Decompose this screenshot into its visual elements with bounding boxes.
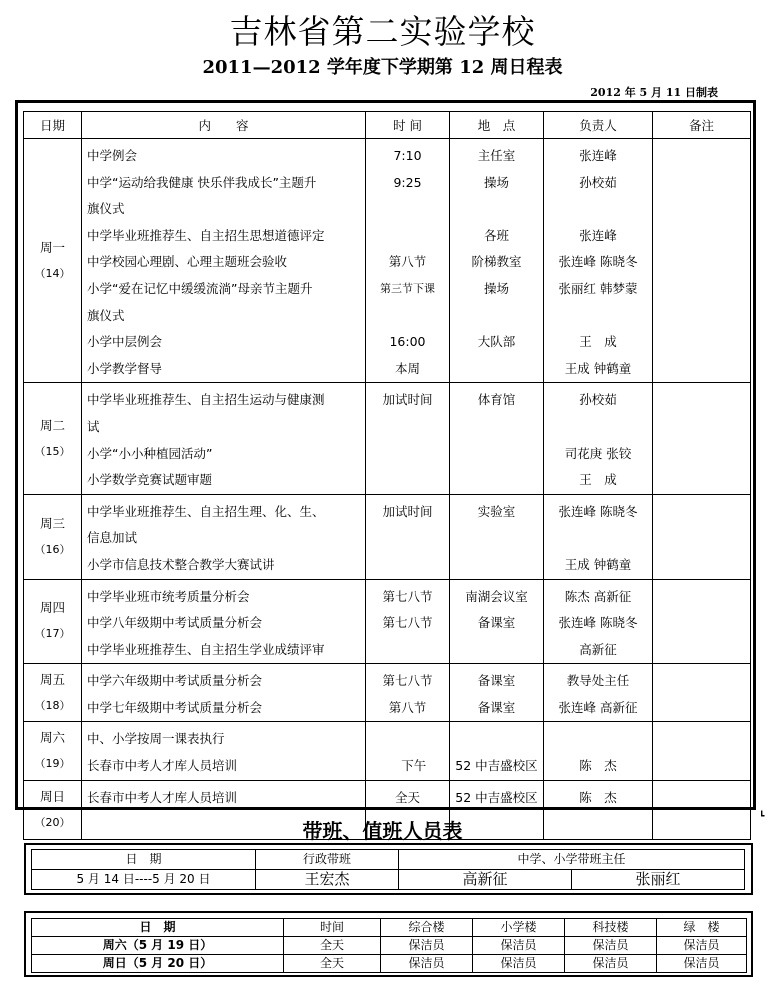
owner-cell [544, 383, 653, 494]
time-cell [366, 722, 450, 780]
note-cell [653, 494, 751, 579]
weekday-label: 周六 [39, 730, 65, 746]
place-line [450, 196, 543, 223]
note-cell [653, 383, 751, 494]
cleaning-cell: 保洁员 [565, 937, 657, 955]
place-cell [450, 664, 544, 722]
content-cell [82, 494, 366, 579]
cleaning-table [31, 918, 747, 973]
duty-head-teachers: 中学、小学带班主任 [399, 850, 745, 870]
content-line: 试 [87, 418, 100, 434]
note-cell [653, 139, 751, 383]
day-row [24, 494, 751, 579]
content-cell [82, 579, 366, 664]
time-line: 9:25 [393, 174, 422, 190]
date-label: （19） [34, 757, 71, 771]
cleaning-frame [24, 911, 753, 977]
place-line [450, 441, 543, 468]
place-line: 主任室 [477, 148, 516, 163]
day-cell [24, 494, 82, 579]
col-header-place: 地 点 [450, 112, 544, 139]
place-line: 备课室 [477, 673, 516, 689]
col-header-time: 时 间 [366, 112, 450, 139]
content-line: 小学中层例会 [87, 334, 163, 350]
cleaning-head-cell: 科技楼 [565, 919, 657, 937]
time-line [366, 726, 449, 753]
place-line [450, 467, 543, 494]
place-cell [450, 722, 544, 780]
weekday-label: 周一 [39, 239, 65, 255]
weekday-label: 周五 [39, 671, 65, 687]
owner-line: 张连峰 [579, 227, 617, 243]
content-line: 长春市中考人才库人员培训 [87, 758, 238, 774]
col-header-note: 备注 [653, 112, 751, 139]
owner-cell [544, 722, 653, 780]
place-line [450, 726, 543, 753]
owner-line: 教导处主任 [566, 673, 630, 689]
cleaning-head-cell: 日 期 [32, 919, 284, 937]
time-line [366, 414, 449, 441]
date-label: （14） [34, 266, 71, 280]
date-label: （17） [34, 627, 71, 641]
time-line [366, 637, 449, 664]
cleaning-cell: 保洁员 [381, 955, 473, 973]
col-header-date: 日期 [24, 112, 82, 139]
content-cell [82, 139, 366, 383]
content-line: 中学校园心理剧、心理主题班会验收 [87, 254, 288, 270]
content-line: 小学市信息技术整合教学大赛试讲 [87, 556, 275, 572]
place-line: 各班 [483, 227, 509, 243]
place-cell [450, 579, 544, 664]
content-line: 小学“爱在记忆中缓缓流淌”母亲节主题升 [87, 280, 313, 296]
time-line [366, 196, 449, 223]
owner-line [544, 525, 652, 552]
time-line: 全天 [394, 789, 420, 805]
cleaning-cell: 周日（5 月 20 日） [32, 955, 284, 973]
place-line [450, 303, 543, 330]
duty-teacher-1: 高新征 [399, 870, 572, 890]
place-line: 备课室 [477, 615, 516, 631]
cleaning-cell: 周六（5 月 19 日） [32, 937, 284, 955]
cleaning-cell: 保洁员 [657, 955, 747, 973]
school-title: 吉林省第二实验学校 [229, 12, 536, 51]
place-line: 52 中吉盛校区 [455, 758, 538, 774]
weekday-label: 周二 [39, 417, 65, 433]
content-line: 中学毕业班推荐生、自主招生学业成绩评审 [87, 641, 325, 657]
cleaning-row [32, 955, 747, 973]
place-line: 操场 [483, 280, 509, 296]
place-line [450, 637, 543, 664]
content-cell [82, 383, 366, 494]
content-cell [82, 664, 366, 722]
time-cell [366, 383, 450, 494]
cleaning-cell: 全天 [284, 955, 381, 973]
day-row [24, 579, 751, 664]
content-line: 中学毕业班市统考质量分析会 [87, 588, 250, 604]
owner-line: 王 成 [579, 334, 617, 350]
place-line: 体育馆 [477, 392, 516, 408]
owner-line: 张连峰 [579, 148, 617, 163]
date-label: （16） [34, 542, 71, 556]
place-line: 52 中吉盛校区 [455, 789, 538, 805]
time-line: 第七八节 [382, 615, 433, 631]
content-line: 旗仪式 [87, 201, 125, 217]
duty-head-date: 日 期 [32, 850, 256, 870]
place-cell [450, 383, 544, 494]
content-line: 中学毕业班推荐生、自主招生理、化、生、 [87, 503, 325, 519]
duty-frame [24, 843, 753, 895]
place-line: 操场 [483, 174, 509, 190]
content-line: 旗仪式 [87, 307, 125, 323]
content-line: 中学“运动给我健康 快乐伴我成长”主题升 [87, 174, 317, 190]
content-line: 中学八年级期中考试质量分析会 [87, 615, 263, 631]
day-row [24, 139, 751, 383]
owner-cell [544, 139, 653, 383]
owner-line: 陈 杰 [579, 789, 617, 805]
time-line [366, 552, 449, 579]
edge-mark: ┗ [759, 812, 765, 822]
cleaning-cell: 保洁员 [565, 955, 657, 973]
time-line [366, 223, 449, 250]
day-row [24, 722, 751, 780]
time-line: 本周 [394, 360, 420, 376]
time-line: 第三节下课 [380, 281, 435, 295]
cleaning-head-cell: 绿 楼 [657, 919, 747, 937]
time-cell [366, 139, 450, 383]
weekday-label: 周四 [39, 600, 65, 616]
duty-row [32, 870, 745, 890]
duty-table [31, 849, 745, 890]
time-line: 第七八节 [382, 588, 433, 604]
content-line: 小学数学竞赛试题审题 [87, 472, 213, 488]
note-cell [653, 579, 751, 664]
content-line: 中、小学按周一课表执行 [87, 731, 225, 747]
owner-line [544, 303, 652, 330]
date-label: （15） [34, 444, 71, 458]
date-label: （20） [34, 815, 71, 829]
duty-head-admin: 行政带班 [256, 850, 399, 870]
time-line [366, 467, 449, 494]
cleaning-row [32, 937, 747, 955]
time-line [366, 441, 449, 468]
place-line [450, 525, 543, 552]
place-line [450, 414, 543, 441]
time-line: 加试时间 [382, 392, 433, 408]
owner-line: 陈杰 高新征 [564, 588, 632, 604]
schedule-subtitle: 2011—2012 学年度下学期第 12 周日程表 [202, 57, 563, 78]
day-cell [24, 722, 82, 780]
content-line: 中学例会 [87, 148, 138, 163]
content-line: 中学七年级期中考试质量分析会 [87, 699, 263, 715]
day-cell [24, 139, 82, 383]
duty-header-row [32, 850, 745, 870]
owner-line: 张连峰 陈晓冬 [558, 254, 638, 270]
day-row [24, 664, 751, 722]
cleaning-header-row [32, 919, 747, 937]
content-line: 小学“小小种植园活动” [87, 445, 213, 461]
time-line: 16:00 [389, 334, 426, 350]
day-cell [24, 579, 82, 664]
content-line: 中学毕业班推荐生、自主招生思想道德评定 [87, 227, 325, 243]
duty-date: 5 月 14 日----5 月 20 日 [32, 870, 256, 890]
owner-line [544, 414, 652, 441]
date-label: （18） [34, 698, 71, 712]
place-line [450, 356, 543, 383]
content-line: 中学毕业班推荐生、自主招生运动与健康测 [87, 392, 325, 408]
time-cell [366, 664, 450, 722]
content-line: 长春市中考人才库人员培训 [87, 789, 238, 805]
duty-teacher-2: 张丽红 [572, 870, 745, 890]
time-line: 第七八节 [382, 673, 433, 689]
day-cell [24, 664, 82, 722]
schedule-header-row [24, 112, 751, 139]
time-line: 加试时间 [382, 503, 433, 519]
place-cell [450, 494, 544, 579]
owner-cell [544, 664, 653, 722]
note-cell [653, 664, 751, 722]
cleaning-cell: 保洁员 [657, 937, 747, 955]
time-line: 7:10 [393, 148, 422, 163]
owner-line: 王成 钟鹤童 [564, 556, 632, 572]
owner-line: 孙校茹 [579, 392, 617, 408]
content-line: 小学教学督导 [87, 360, 163, 376]
owner-cell [544, 494, 653, 579]
weekday-label: 周三 [39, 515, 65, 531]
time-line: 第八节 [388, 254, 427, 270]
place-line: 实验室 [477, 503, 516, 519]
cleaning-cell: 保洁员 [381, 937, 473, 955]
owner-line: 张丽红 韩梦蒙 [558, 280, 638, 296]
owner-line [544, 726, 652, 753]
owner-line: 高新征 [579, 641, 617, 657]
place-line: 备课室 [477, 699, 516, 715]
time-cell [366, 494, 450, 579]
owner-line: 王成 钟鹤童 [564, 360, 632, 376]
owner-line: 孙校茹 [579, 174, 617, 190]
owner-line: 王 成 [579, 472, 617, 488]
owner-cell [544, 579, 653, 664]
cleaning-cell: 全天 [284, 937, 381, 955]
col-header-owner: 负责人 [544, 112, 653, 139]
time-line [366, 303, 449, 330]
cleaning-head-cell: 综合楼 [381, 919, 473, 937]
duty-admin: 王宏杰 [256, 870, 399, 890]
owner-line: 司花庚 张铰 [564, 445, 632, 461]
day-row [24, 383, 751, 494]
time-line [366, 525, 449, 552]
day-cell [24, 383, 82, 494]
place-line: 阶梯教室 [471, 254, 522, 270]
place-line: 大队部 [477, 334, 516, 350]
schedule-frame [15, 100, 756, 829]
made-date: 2012 年 5 月 11 日制表 [590, 86, 718, 99]
place-line [450, 552, 543, 579]
owner-line: 张连峰 陈晓冬 [558, 615, 638, 631]
weekly-schedule-table [23, 111, 751, 840]
weekday-label: 周日 [39, 788, 65, 804]
owner-line: 陈 杰 [579, 758, 617, 774]
time-line: 下午 [388, 758, 427, 774]
place-line: 南湖会议室 [465, 588, 528, 604]
cleaning-cell: 保洁员 [473, 955, 565, 973]
content-line: 信息加试 [87, 530, 138, 546]
owner-line: 张连峰 高新征 [558, 699, 638, 715]
cleaning-cell: 保洁员 [473, 937, 565, 955]
owner-line [544, 196, 652, 223]
duty-table-title: 带班、值班人员表 [302, 819, 463, 843]
content-cell [82, 722, 366, 780]
note-cell [653, 722, 751, 780]
place-cell [450, 139, 544, 383]
time-line: 第八节 [388, 699, 427, 715]
col-header-content: 内 容 [82, 112, 366, 139]
cleaning-head-cell: 小学楼 [473, 919, 565, 937]
time-cell [366, 579, 450, 664]
owner-line: 张连峰 陈晓冬 [558, 503, 638, 519]
content-line: 中学六年级期中考试质量分析会 [87, 673, 263, 689]
cleaning-head-cell: 时间 [284, 919, 381, 937]
